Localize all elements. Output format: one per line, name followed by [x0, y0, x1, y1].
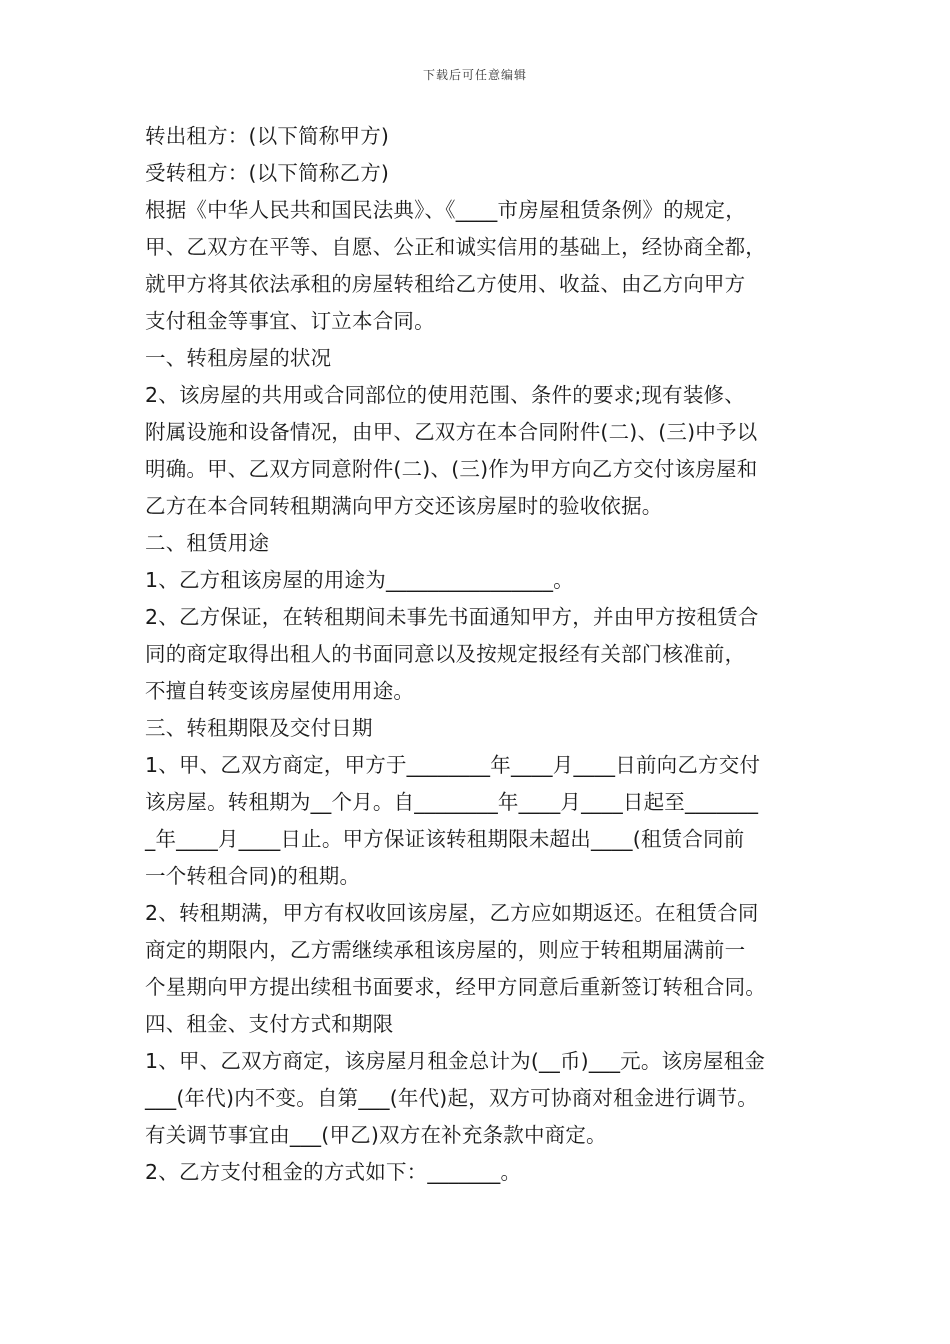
section-heading: 四、租金、支付方式和期限 — [145, 1012, 394, 1036]
text-line: _年____月____日止。甲方保证该转租期限未超出____(租赁合同前 — [145, 827, 745, 851]
text-line: 附属设施和设备情况，由甲、乙双方在本合同附件(二)、(三)中予以 — [145, 420, 758, 444]
contract-body — [145, 118, 813, 1191]
section-heading: 二、租赁用途 — [145, 531, 270, 555]
text-line: 明确。甲、乙双方同意附件(二)、(三)作为甲方向乙方交付该房屋和 — [145, 457, 758, 481]
text-line: 1、甲、乙双方商定，甲方于________年____月____日前向乙方交付 — [145, 753, 761, 777]
text-line: ___(年代)内不变。自第___(年代)起，双方可协商对租金进行调节。 — [145, 1086, 758, 1110]
text-line: 甲、乙双方在平等、自愿、公正和诚实信用的基础上，经协商全都， — [145, 235, 766, 259]
text-line: 一个转租合同)的租期。 — [145, 864, 361, 888]
text-line: 该房屋。转租期为__个月。自________年____月____日起至_______ — [145, 790, 759, 814]
text-line: 就甲方将其依法承租的房屋转租给乙方使用、收益、由乙方向甲方 — [145, 272, 746, 296]
text-line: 支付租金等事宜、订立本合同。 — [145, 309, 435, 333]
text-line: 商定的期限内，乙方需继续承租该房屋的，则应于转租期届满前一 — [145, 938, 746, 962]
text-line: 根据《中华人民共和国民法典》、《____市房屋租赁条例》的规定， — [145, 198, 746, 222]
text-line: 1、乙方租该房屋的用途为________________。 — [145, 568, 574, 592]
text-line: 2、该房屋的共用或合同部位的使用范围、条件的要求;现有装修、 — [145, 383, 745, 407]
text-line: 不擅自转变该房屋使用用途。 — [145, 679, 415, 703]
text-line: 有关调节事宜由___(甲乙)双方在补充条款中商定。 — [145, 1123, 607, 1147]
text-line: 1、甲、乙双方商定，该房屋月租金总计为(__币)___元。该房屋租金 — [145, 1049, 766, 1073]
text-line: 个星期向甲方提出续租书面要求，经甲方同意后重新签订转租合同。 — [145, 975, 766, 999]
text-line: 2、乙方支付租金的方式如下：_______。 — [145, 1160, 522, 1184]
text-line: 乙方在本合同转租期满向甲方交还该房屋时的验收依据。 — [145, 494, 663, 518]
header-note: 下载后可任意编辑 — [422, 68, 527, 82]
section-heading: 三、转租期限及交付日期 — [145, 716, 373, 740]
section-heading: 一、转租房屋的状况 — [145, 346, 332, 370]
text-line: 受转租方：(以下简称乙方) — [145, 161, 390, 185]
text-line: 转出租方：(以下简称甲方) — [145, 124, 390, 148]
text-line: 2、乙方保证，在转租期间未事先书面通知甲方，并由甲方按租赁合 — [145, 605, 759, 629]
text-line: 同的商定取得出租人的书面同意以及按规定报经有关部门核准前， — [145, 642, 746, 666]
text-line: 2、转租期满，甲方有权收回该房屋，乙方应如期返还。在租赁合同 — [145, 901, 759, 925]
